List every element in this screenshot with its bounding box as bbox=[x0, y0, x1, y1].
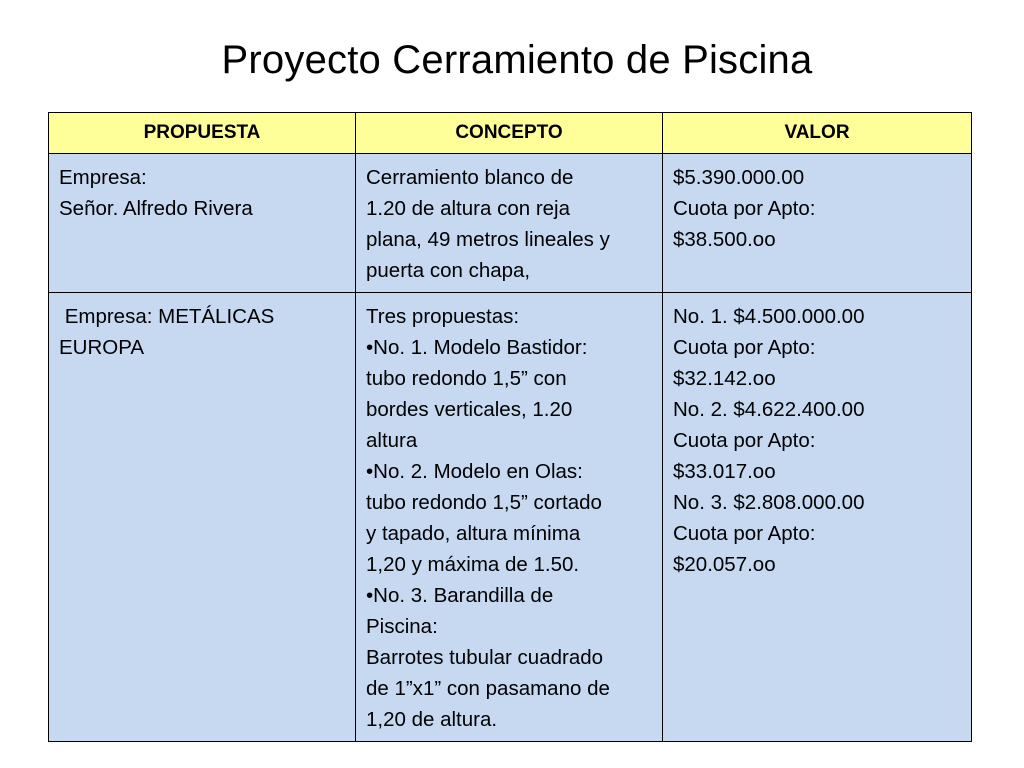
cell-line: puerta con chapa, bbox=[366, 259, 531, 282]
cell-line: $32.142.oo bbox=[673, 367, 776, 390]
table-row bbox=[49, 154, 972, 293]
cell-line: $33.017.oo bbox=[673, 460, 776, 483]
cell-line: Cerramiento blanco de bbox=[366, 166, 574, 189]
cell-line: plana, 49 metros lineales y bbox=[366, 228, 610, 251]
cell-propuesta bbox=[49, 154, 356, 293]
cell-line: Señor. Alfredo Rivera bbox=[59, 197, 253, 220]
cell-line: 1,20 y máxima de 1.50. bbox=[366, 553, 580, 576]
cell-concepto bbox=[356, 154, 663, 293]
cell-valor bbox=[663, 154, 972, 293]
cell-line: Empresa: METÁLICAS bbox=[59, 305, 275, 328]
cell-concepto bbox=[356, 293, 663, 742]
cell-line: Cuota por Apto: bbox=[673, 429, 816, 452]
cell-line: $38.500.oo bbox=[673, 228, 776, 251]
cell-line: $20.057.oo bbox=[673, 553, 776, 576]
cell-line: Cuota por Apto: bbox=[673, 197, 816, 220]
cell-valor bbox=[663, 293, 972, 742]
cell-line: •No. 2. Modelo en Olas: bbox=[366, 460, 583, 483]
cell-line: Barrotes tubular cuadrado bbox=[366, 646, 604, 669]
cell-line: No. 3. $2.808.000.00 bbox=[673, 491, 865, 514]
header-valor: VALOR bbox=[663, 113, 972, 154]
cell-line: $5.390.000.00 bbox=[673, 166, 805, 189]
cell-line: altura bbox=[366, 429, 418, 452]
cell-line: •No. 3. Barandilla de bbox=[366, 584, 554, 607]
slide-title: Proyecto Cerramiento de Piscina bbox=[221, 38, 813, 82]
cell-line: 1,20 de altura. bbox=[366, 708, 498, 731]
cell-line: y tapado, altura mínima bbox=[366, 522, 581, 545]
header-concepto: CONCEPTO bbox=[356, 113, 663, 154]
cell-line: de 1”x1” con pasamano de bbox=[366, 677, 610, 700]
cell-line: bordes verticales, 1.20 bbox=[366, 398, 573, 421]
header-propuesta: PROPUESTA bbox=[49, 113, 356, 154]
cell-line: tubo redondo 1,5” cortado bbox=[366, 491, 602, 514]
cell-line: Cuota por Apto: bbox=[673, 522, 816, 545]
cell-line: EUROPA bbox=[59, 336, 145, 359]
cell-line: tubo redondo 1,5” con bbox=[366, 367, 567, 390]
table-row bbox=[49, 293, 972, 742]
table-header-row bbox=[49, 113, 972, 154]
cell-line: Piscina: bbox=[366, 615, 438, 638]
cell-line: Empresa: bbox=[59, 166, 147, 189]
cell-propuesta bbox=[49, 293, 356, 742]
cell-line: No. 1. $4.500.000.00 bbox=[673, 305, 865, 328]
cell-line: Cuota por Apto: bbox=[673, 336, 816, 359]
cell-line: 1.20 de altura con reja bbox=[366, 197, 570, 220]
proposals-table bbox=[48, 112, 972, 742]
cell-line: No. 2. $4.622.400.00 bbox=[673, 398, 865, 421]
cell-line: •No. 1. Modelo Bastidor: bbox=[366, 336, 588, 359]
cell-line: Tres propuestas: bbox=[366, 305, 520, 328]
